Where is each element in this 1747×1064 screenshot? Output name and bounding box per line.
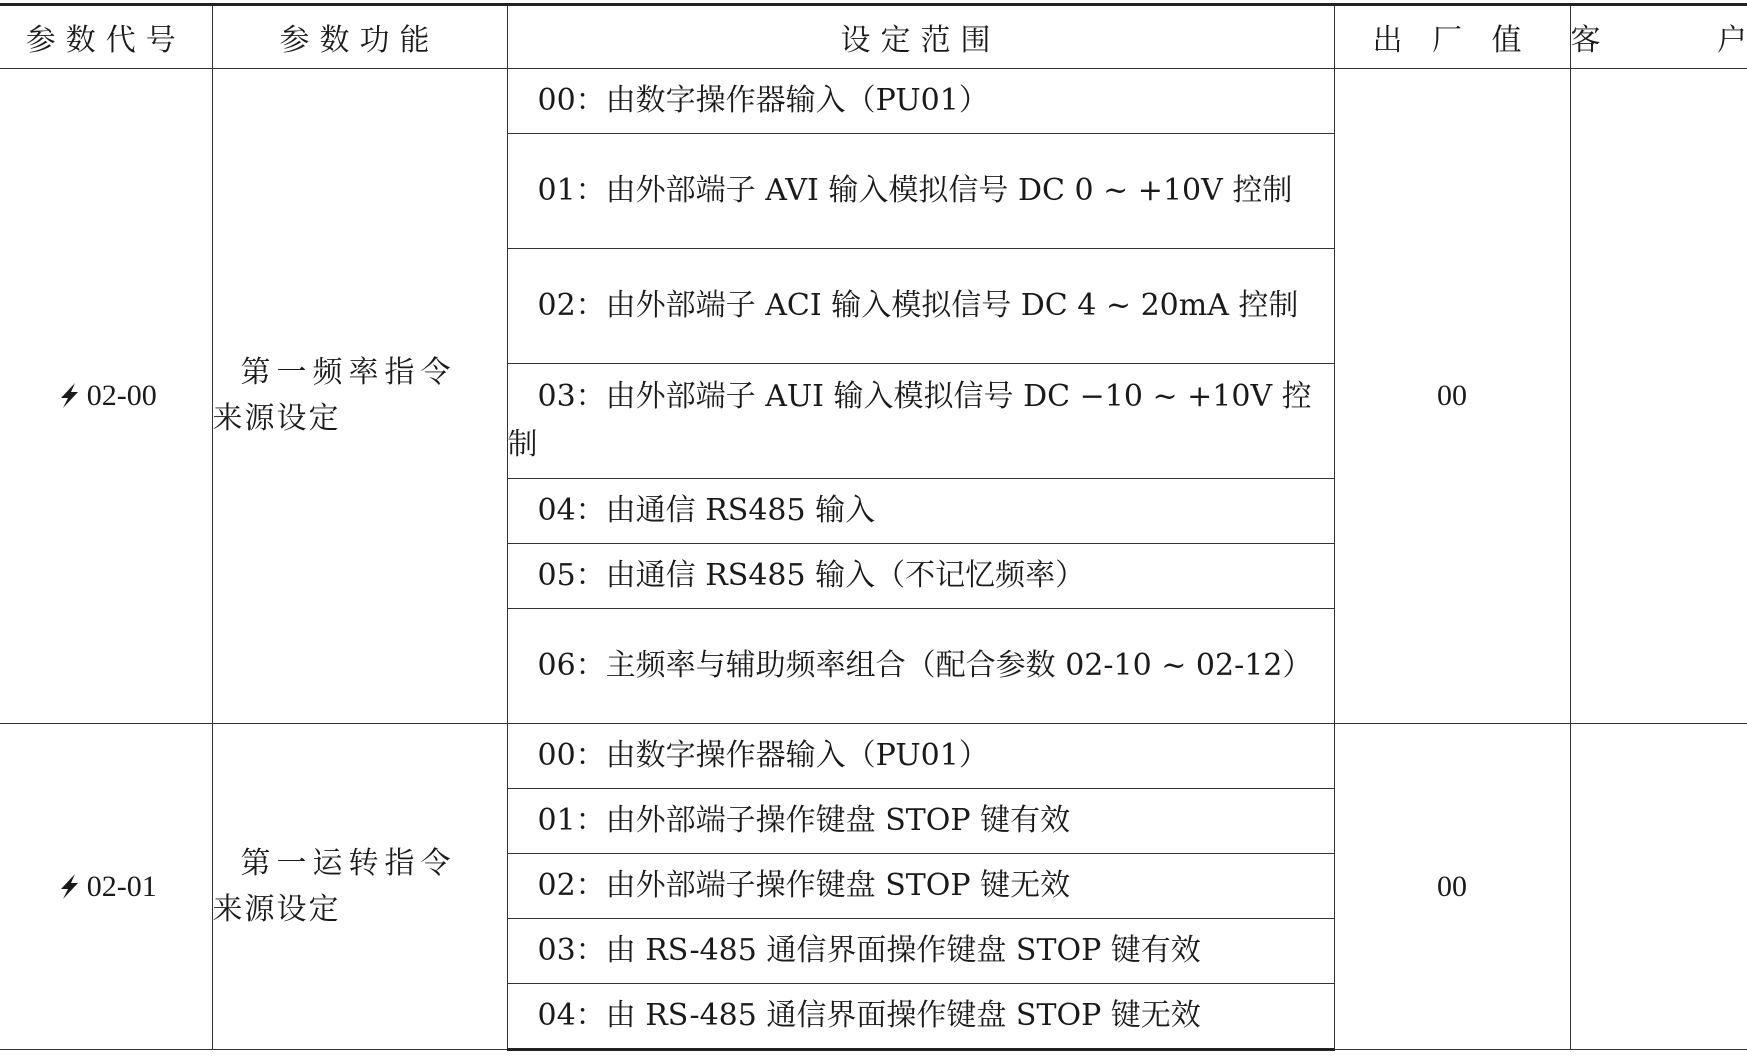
option-text: 00：由数字操作器输入（PU01） (537, 83, 989, 118)
table-row (0, 69, 1747, 134)
option-cell (507, 789, 1334, 854)
option-cell (507, 69, 1334, 134)
parameter-table (0, 3, 1747, 1051)
factory-value: 00 (1334, 724, 1570, 1050)
option-text: 01：由外部端子 AVI 输入模拟信号 DC 0 ~ +10V 控制 (537, 173, 1293, 208)
param-function-line1: 第一运转指令 (240, 845, 457, 881)
option-text: 06：主频率与辅助频率组合（配合参数 02-10 ~ 02-12） (537, 648, 1313, 683)
option-cell (507, 479, 1334, 544)
customer-cell (1570, 724, 1747, 1050)
param-function-line2: 来源设定 (212, 401, 341, 436)
option-cell (507, 724, 1334, 789)
option-cell (507, 609, 1334, 724)
header-range: 设定范围 (507, 5, 1334, 69)
option-text: 03：由 RS-485 通信界面操作键盘 STOP 键有效 (537, 933, 1201, 968)
header-function: 参数功能 (212, 5, 507, 69)
param-function-cell (212, 724, 507, 1050)
option-text: 04：由通信 RS485 输入 (537, 493, 876, 528)
option-cell (507, 919, 1334, 984)
param-function-cell (212, 69, 507, 724)
option-text: 03：由外部端子 AUI 输入模拟信号 DC −10 ~ +10V 控制 (507, 379, 1312, 462)
param-code: 02-00 (86, 379, 157, 412)
option-cell (507, 854, 1334, 919)
option-cell (507, 134, 1334, 249)
option-text: 02：由外部端子操作键盘 STOP 键无效 (537, 868, 1071, 903)
option-cell (507, 984, 1334, 1050)
option-text: 05：由通信 RS485 输入（不记忆频率） (537, 558, 1086, 593)
option-cell (507, 364, 1334, 479)
factory-value: 00 (1334, 69, 1570, 724)
param-function-line1: 第一频率指令 (240, 355, 457, 390)
header-code: 参数代号 (0, 5, 212, 69)
customer-cell (1570, 69, 1747, 724)
option-text: 00：由数字操作器输入（PU01） (537, 738, 989, 773)
header-factory: 出 厂 值 (1334, 5, 1570, 69)
option-text: 04：由 RS-485 通信界面操作键盘 STOP 键无效 (537, 998, 1201, 1033)
option-cell (507, 249, 1334, 364)
param-code: 02-01 (86, 869, 157, 903)
option-text: 01：由外部端子操作键盘 STOP 键有效 (537, 803, 1071, 838)
header-customer: 客 户 (1570, 5, 1747, 69)
header-row (0, 5, 1747, 69)
lightning-icon (55, 872, 83, 900)
param-function-line2: 来源设定 (212, 891, 341, 927)
option-text: 02：由外部端子 ACI 输入模拟信号 DC 4 ~ 20mA 控制 (537, 288, 1299, 323)
table-row (0, 724, 1747, 789)
option-cell (507, 544, 1334, 609)
lightning-icon (55, 381, 83, 409)
param-code-cell (0, 724, 212, 1050)
param-code-cell (0, 69, 212, 724)
